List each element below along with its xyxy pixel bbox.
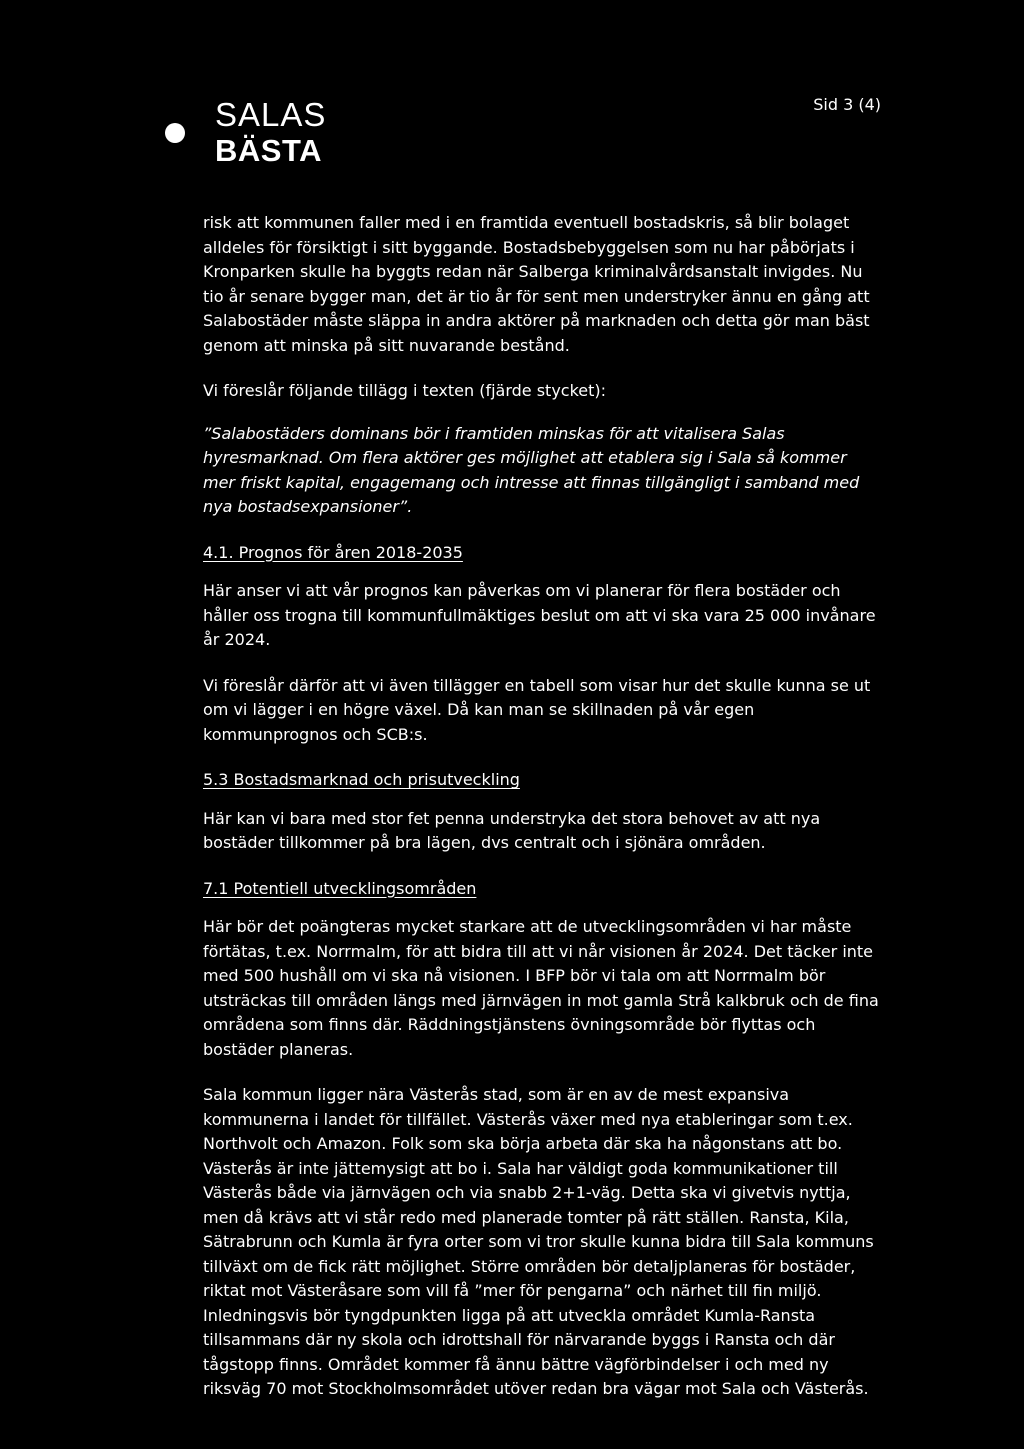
page-number: Sid 3 (4) xyxy=(813,95,881,114)
bullet-dot-icon xyxy=(165,123,185,143)
quote-proposal: ”Salabostäders dominans bör i framtiden minskas för att vitalisera Salas hyresmarknad. Om flera aktörer ges möjlighet att etablera sig i Sala så kommer mer friskt kapital, engagemang och intresse att finnas tillgängligt i samband med nya bostadsexpansioner”. xyxy=(203,423,860,516)
section-heading-5-3: 5.3 Bostadsmarknad och prisutveckling xyxy=(203,770,520,789)
document-body xyxy=(203,211,883,1423)
paragraph-intro: risk att kommunen faller med i en framtida eventuell bostadskris, så blir bolaget alldeles för försiktigt i sitt byggande. Bostadsbebyggelsen som nu har påbörjats i Kronparken skulle ha byggts redan när Salberga kriminalvårdsanstalt invigdes. Nu tio år senare bygger man, det är tio år för sent men understryker ännu en gång att Salabostäder måste släppa in andra aktörer på marknaden och detta gör man bäst genom att minska på sitt nuvarande bestånd. xyxy=(203,213,870,355)
paragraph-table-proposal: Vi föreslår därför att vi även tillägger en tabell som visar hur det skulle kunna se ut om vi lägger i en högre växel. Då kan man se skillnaden på vår egen kommunprognos och SCB:s. xyxy=(203,675,871,744)
logo xyxy=(215,98,326,166)
section-heading-4-1: 4.1. Prognos för åren 2018-2035 xyxy=(203,542,463,562)
paragraph-vasteras: Sala kommun ligger nära Västerås stad, som är en av de mest expansiva kommunerna i landet för tillfället. Västerås växer med nya etableringar som t.ex. Northvolt och Amazon. Folk som ska börja arbeta där ska ha någonstans att bo. Västerås är inte jättemysigt att bo i. Sala har väldigt goda kommunikationer till Västerås både via järnvägen och via snabb 2+1-väg. Detta ska vi givetvis nyttja, men då krävs att vi står redo med planerade tomter på rätt ställen. Ransta, Kila, Sätrabrunn och Kumla är fyra orter som vi tror skulle kunna bidra till Sala kommuns tillväxt om de fick rätt möjlighet. Större områden bör detaljplaneras för bostäder, riktat mot Västeråsare som vill få ”mer för pengarna” och närhet till fin miljö. Inledningsvis bör tyngdpunkten ligga på att utveckla området Kumla-Ransta tillsammans där ny skola och idrottshall för närvarande byggs i Ransta och där tågstopp finns. Området kommer få ännu bättre vägförbindelser i och med ny riksväg 70 mot Stockholmsområdet utöver redan bra vägar mot Sala och Västerås. xyxy=(203,1085,874,1398)
logo-line-1: SALAS xyxy=(215,96,327,133)
paragraph-prognosis: Här anser vi att vår prognos kan påverkas om vi planerar för flera bostäder och håller oss trogna till kommunfullmäktiges beslut om att vi ska vara 25 000 invånare år 2024. xyxy=(203,581,876,649)
paragraph-housing-market: Här kan vi bara med stor fet penna understryka det stora behovet av att nya bostäder tillkommer på bra lägen, dvs centralt och i sjönära områden. xyxy=(203,808,821,852)
logo-line-2: BÄSTA xyxy=(215,133,322,168)
paragraph-proposal: Vi föreslår följande tillägg i texten (fjärde stycket): xyxy=(203,381,607,400)
section-heading-7-1: 7.1 Potentiell utvecklingsområden xyxy=(203,878,477,898)
paragraph-development-areas: Här bör det poängteras mycket starkare att de utvecklingsområden vi har måste förtätas, t.ex. Norrmalm, för att bidra till att vi når visionen år 2024. Det täcker inte med 500 hushåll om vi ska nå visionen. I BFP bör vi tala om att Norrmalm bör utsträckas till områden längs med järnvägen in mot gamla Strå kalkbruk och de fina områdena som finns där. Räddningstjänstens övningsområde bör flyttas och bostäder planeras. xyxy=(203,917,879,1059)
